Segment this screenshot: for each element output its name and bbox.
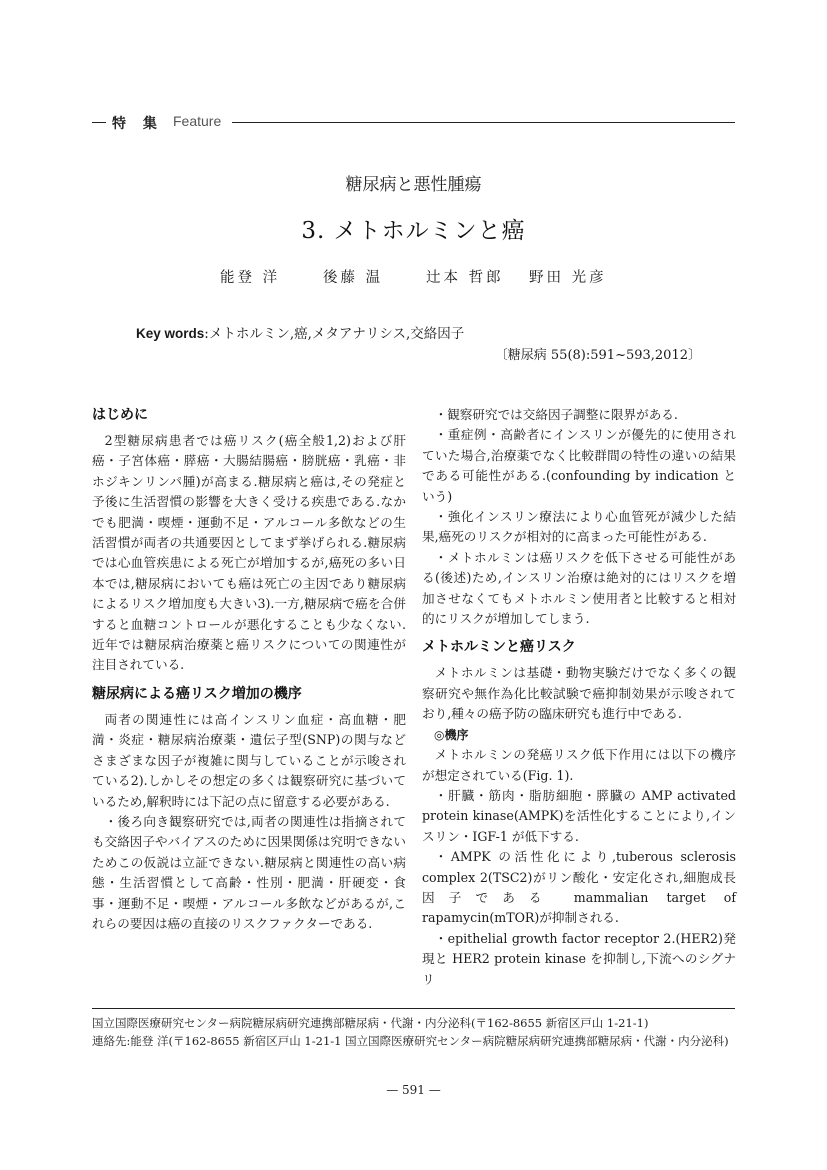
paragraph: メトホルミンは基礎・動物実験だけでなく多くの観察研究や無作為化比較試験で癌抑制効果が示唆されており,種々の癌予防の臨床研究も進行中である. (422, 665, 736, 722)
section-header (92, 113, 735, 133)
paragraph: 両者の関連性には高インスリン血症・高血糖・肥満・炎症・糖尿病治療薬・遺伝子型(SNP)の関与などさまざまな因子が複雑に関与していることが示唆されている2).しかしその想定の多くは観察研究に基づいているため,解釈時には下記の点に留意する必要がある. (92, 711, 406, 809)
series-title: 糖尿病と悪性腫瘍 (345, 175, 482, 195)
subheading-mechanism: ◎機序 (434, 727, 469, 742)
author-name: 辻本 哲郎 (426, 270, 504, 286)
footer-rule (92, 1008, 735, 1009)
heading-introduction: はじめに (92, 407, 148, 423)
bullet-item: ・epithelial growth factor receptor 2.(HER2)発現と HER2 protein kinase を抑制し,下流へのシグナリ (422, 930, 736, 987)
right-column (422, 405, 736, 990)
contact-info: 連絡先:能登 洋(〒162-8655 新宿区戸山 1-21-1 国立国際医療研究センター病院糖尿病研究連携部糖尿病・代謝・内分泌科) (92, 1034, 729, 1048)
bullet-item: ・重症例・高齢者にインスリンが優先的に使用されていた場合,治療薬でなく比較群間の特性の違いの結果である可能性がある.(confounding by indication という) (422, 427, 736, 504)
article-title: 3. メトホルミンと癌 (301, 218, 526, 244)
paragraph: メトホルミンの発癌リスク低下作用には以下の機序が想定されている(Fig. 1). (422, 747, 736, 783)
author-name: 後藤 温 (323, 270, 384, 286)
author-name: 能登 洋 (220, 270, 281, 286)
bullet-item: ・強化インスリン療法により心血管死が減少した結果,癌死のリスクが相対的に高まった可能性がある. (422, 509, 736, 545)
keywords-label: Key words (136, 326, 205, 341)
page-number: — 591 — (386, 1083, 441, 1097)
header-dash-rule (92, 122, 106, 123)
section-label-jp: 特 集 (112, 116, 163, 132)
affiliation: 国立国際医療研究センター病院糖尿病研究連携部糖尿病・代謝・内分泌科(〒162-8655 新宿区戸山 1-21-1) (92, 1016, 649, 1030)
header-rule (232, 122, 735, 123)
bullet-item: ・観察研究では交絡因子調整に限界がある. (434, 407, 678, 422)
author-list (220, 266, 640, 288)
keywords-line (136, 322, 464, 342)
citation: 〔糖尿病 55(8):591~593,2012〕 (494, 348, 701, 363)
bullet-item: ・肝臓・筋肉・脂肪細胞・膵臓の AMP activated protein kinase(AMPK)を活性化することにより,インスリン・IGF-1 が低下する. (422, 787, 736, 844)
bullet-item: ・メトホルミンは癌リスクを低下させる可能性がある(後述)ため,インスリン治療は絶対的にはリスクを増加させなくてもメトホルミン使用者と比較すると相対的にリスクが増加してしまう. (422, 549, 736, 627)
left-column (92, 405, 406, 934)
author-name: 野田 光彦 (529, 270, 607, 286)
paragraph: ・後ろ向き観察研究では,両者の関連性は指摘されても交絡因子やバイアスのために因果関係は究明できないためこの仮説は立証できない.糖尿病と関連性の高い病態・生活習慣として高齢・性別・肥満・肝硬変・食事・運動不足・喫煙・アルコール多飲などがあるが,これらの要因は癌の直接のリスクファクターである. (92, 813, 406, 931)
heading-mechanism: 糖尿病による癌リスク増加の機序 (92, 685, 302, 702)
paragraph: 2型糖尿病患者では癌リスク(癌全般1,2)および肝癌・子宮体癌・膵癌・大腸結腸癌・膀胱癌・乳癌・非ホジキンリンパ腫)が高まる.糖尿病と癌は,その発症と予後に生活習慣の影響を大きく受ける疾患である.なかでも肥満・喫煙・運動不足・アルコール多飲などの生活習慣が両者の共通要因としてまず挙げられる.糖尿病では心血管疾患による死亡が増加するが,癌死の多い日本では,糖尿病においても癌は死亡の主因であり糖尿病によるリスク増加度も大きい3).一方,糖尿病で癌を合併すると血糖コントロールが悪化することも少なくない.近年では糖尿病治療薬と癌リスクについての関連性が注目されている. (92, 433, 406, 673)
bullet-item: ・AMPK の活性化により,tuberous sclerosis complex 2(TSC2)がリン酸化・安定化され,細胞成長因子である mammalian target of rapamycin(mTOR)が抑制される. (422, 849, 736, 926)
section-label-en: Feature (173, 113, 222, 129)
heading-metformin-cancer-risk: メトホルミンと癌リスク (422, 639, 576, 656)
keywords-text: :メトホルミン,癌,メタアナリシス,交絡因子 (204, 326, 465, 342)
